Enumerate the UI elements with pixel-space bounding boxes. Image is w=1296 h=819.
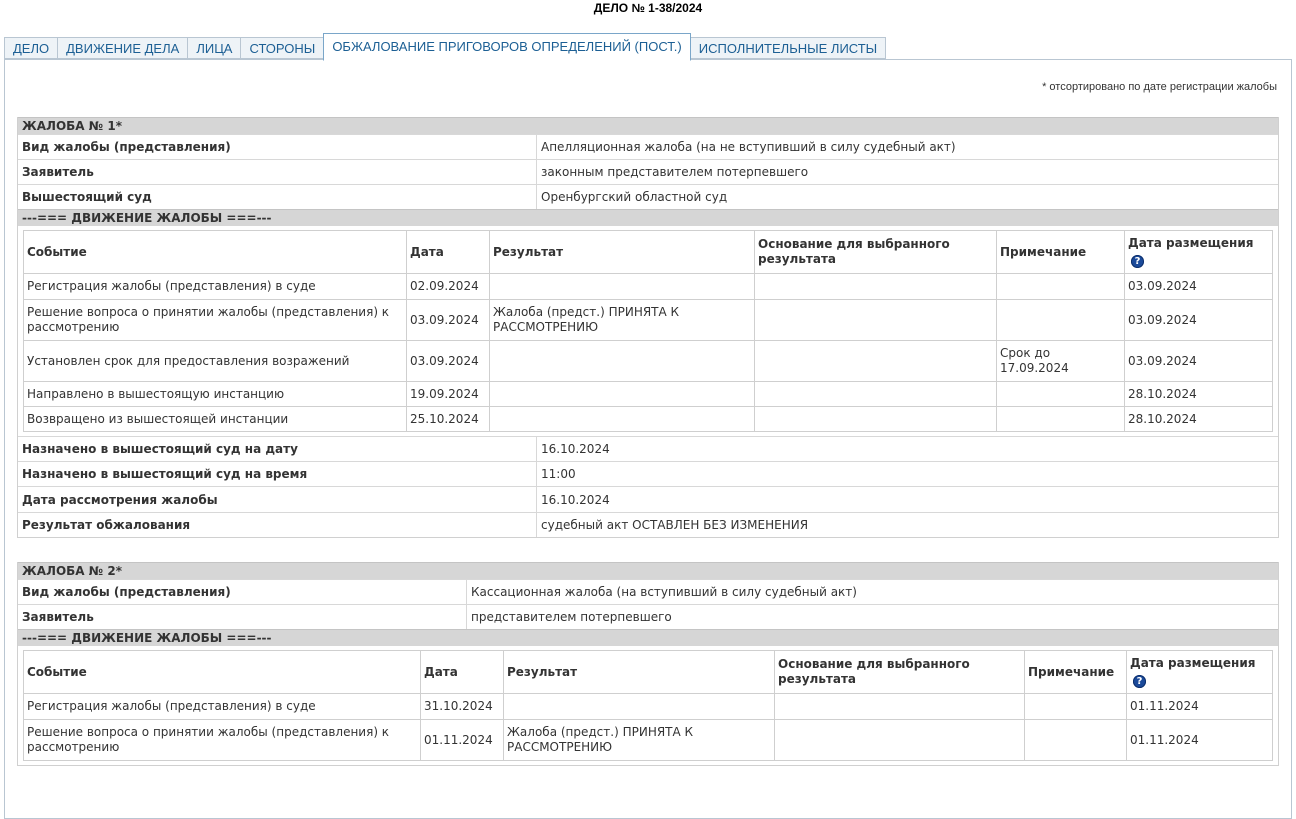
table-cell: Возвращено из вышестоящей инстанции [24,407,407,432]
table-cell [490,407,755,432]
tab-parties[interactable]: СТОРОНЫ [240,37,323,59]
table-cell: Жалоба (предст.) ПРИНЯТА К РАССМОТРЕНИЮ [504,720,775,761]
field-label: Результат обжалования [18,513,537,537]
table-cell [490,274,755,300]
movement-table-header [24,651,1273,694]
complaint-block [17,562,1279,766]
field-value: представителем потерпевшего [471,610,672,624]
movement-header: ---=== ДВИЖЕНИЕ ЖАЛОБЫ ===--- [18,209,1278,226]
table-cell: Установлен срок для предоставления возражений [24,341,407,382]
field-label: Назначено в вышестоящий суд на время [18,462,537,486]
table-cell: Жалоба (предст.) ПРИНЯТА К РАССМОТРЕНИЮ [490,300,755,341]
table-row [24,274,1273,300]
field-value: 16.10.2024 [541,442,610,456]
table-row [24,300,1273,341]
table-cell: Регистрация жалобы (представления) в суде [24,694,421,720]
table-cell [755,274,997,300]
tab-writs[interactable]: ИСПОЛНИТЕЛЬНЫЕ ЛИСТЫ [691,37,886,59]
table-cell [755,341,997,382]
table-cell [997,407,1125,432]
help-icon[interactable]: ? [1133,675,1146,688]
tab-appeals[interactable]: ОБЖАЛОВАНИЕ ПРИГОВОРОВ ОПРЕДЕЛЕНИЙ (ПОСТ.) [323,33,690,61]
table-cell [1025,720,1127,761]
column-header: Основание для выбранного результата [775,651,1025,694]
table-cell: 25.10.2024 [407,407,490,432]
complaint-field-row [18,159,1278,184]
field-value: 16.10.2024 [541,492,610,507]
column-header: Событие [24,651,421,694]
complaint-field-row [18,486,1278,512]
complaint-block [17,117,1279,538]
column-header: Дата [407,231,490,274]
table-cell [1025,694,1127,720]
field-label: Заявитель [18,160,537,184]
movement-table-wrap [18,646,1278,765]
movement-table [23,230,1273,432]
table-cell [775,694,1025,720]
complaint-field-row [18,134,1278,159]
field-value: законным представителем потерпевшего [541,165,809,179]
tab-case[interactable]: ДЕЛО [4,37,57,59]
table-cell [504,694,775,720]
table-row [24,720,1273,761]
column-header-posting-date [1127,651,1273,694]
complaint-title: ЖАЛОБА № 2* [18,562,1278,579]
tab-bar [4,35,886,59]
field-value: Оренбургский областной суд [541,190,728,204]
table-cell: 31.10.2024 [421,694,504,720]
field-value: Апелляционная жалоба (на не вступивший в силу судебный акт) [541,140,956,154]
table-row [24,341,1273,382]
movement-table [23,650,1273,761]
complaint-field-row [18,461,1278,486]
movement-header: ---=== ДВИЖЕНИЕ ЖАЛОБЫ ===--- [18,629,1278,646]
complaint-title: ЖАЛОБА № 1* [18,117,1278,134]
table-cell: 03.09.2024 [407,341,490,382]
table-cell: Решение вопроса о принятии жалобы (представления) к рассмотрению [24,300,407,341]
table-cell [755,382,997,407]
column-header-posting-date [1125,231,1273,274]
table-cell: 03.09.2024 [1125,274,1273,300]
table-cell: Решение вопроса о принятии жалобы (представления) к рассмотрению [24,720,421,761]
sort-note: * отсортировано по дате регистрации жалобы [1042,81,1277,93]
field-label: Дата рассмотрения жалобы [18,487,537,512]
field-value: 11:00 [541,467,576,481]
help-icon[interactable]: ? [1131,255,1144,268]
tab-persons[interactable]: ЛИЦА [187,37,240,59]
case-title: ДЕЛО № 1-38/2024 [593,1,703,15]
table-cell: 01.11.2024 [421,720,504,761]
field-label: Вид жалобы (представления) [18,580,467,604]
table-cell: 28.10.2024 [1125,407,1273,432]
column-header: Примечание [997,231,1125,274]
table-row [24,407,1273,432]
complaint-field-row [18,436,1278,461]
table-cell: 03.09.2024 [1125,300,1273,341]
complaint-field-row [18,604,1278,629]
field-label: Вышестоящий суд [18,185,537,209]
column-header: Событие [24,231,407,274]
column-header: Дата размещения [1130,656,1256,670]
table-cell: 01.11.2024 [1127,694,1273,720]
table-cell: 19.09.2024 [407,382,490,407]
table-cell: Направлено в вышестоящую инстанцию [24,382,407,407]
table-cell: 03.09.2024 [407,300,490,341]
table-cell [997,382,1125,407]
table-cell [775,720,1025,761]
table-cell [490,382,755,407]
field-label: Вид жалобы (представления) [18,135,537,159]
column-header: Основание для выбранного результата [755,231,997,274]
column-header: Результат [504,651,775,694]
table-cell [490,341,755,382]
field-value: судебный акт ОСТАВЛЕН БЕЗ ИЗМЕНЕНИЯ [541,518,809,532]
table-cell [755,407,997,432]
table-cell: 28.10.2024 [1125,382,1273,407]
field-label: Заявитель [18,605,467,629]
table-cell: Срок до 17.09.2024 [997,341,1125,382]
table-cell [997,274,1125,300]
complaint-field-row [18,512,1278,537]
table-cell [997,300,1125,341]
column-header: Дата [421,651,504,694]
complaint-field-row [18,184,1278,209]
table-cell: 03.09.2024 [1125,341,1273,382]
table-cell: 02.09.2024 [407,274,490,300]
table-cell: 01.11.2024 [1127,720,1273,761]
table-row [24,382,1273,407]
table-row [24,694,1273,720]
tab-case-movement[interactable]: ДВИЖЕНИЕ ДЕЛА [57,37,187,59]
movement-table-wrap [18,226,1278,436]
field-label: Назначено в вышестоящий суд на дату [18,437,537,461]
column-header: Результат [490,231,755,274]
complaint-field-row [18,579,1278,604]
column-header: Дата размещения [1128,236,1254,250]
column-header: Примечание [1025,651,1127,694]
movement-table-header [24,231,1273,274]
table-cell: Регистрация жалобы (представления) в суде [24,274,407,300]
field-value: Кассационная жалоба (на вступивший в силу судебный акт) [471,585,857,599]
table-cell [755,300,997,341]
